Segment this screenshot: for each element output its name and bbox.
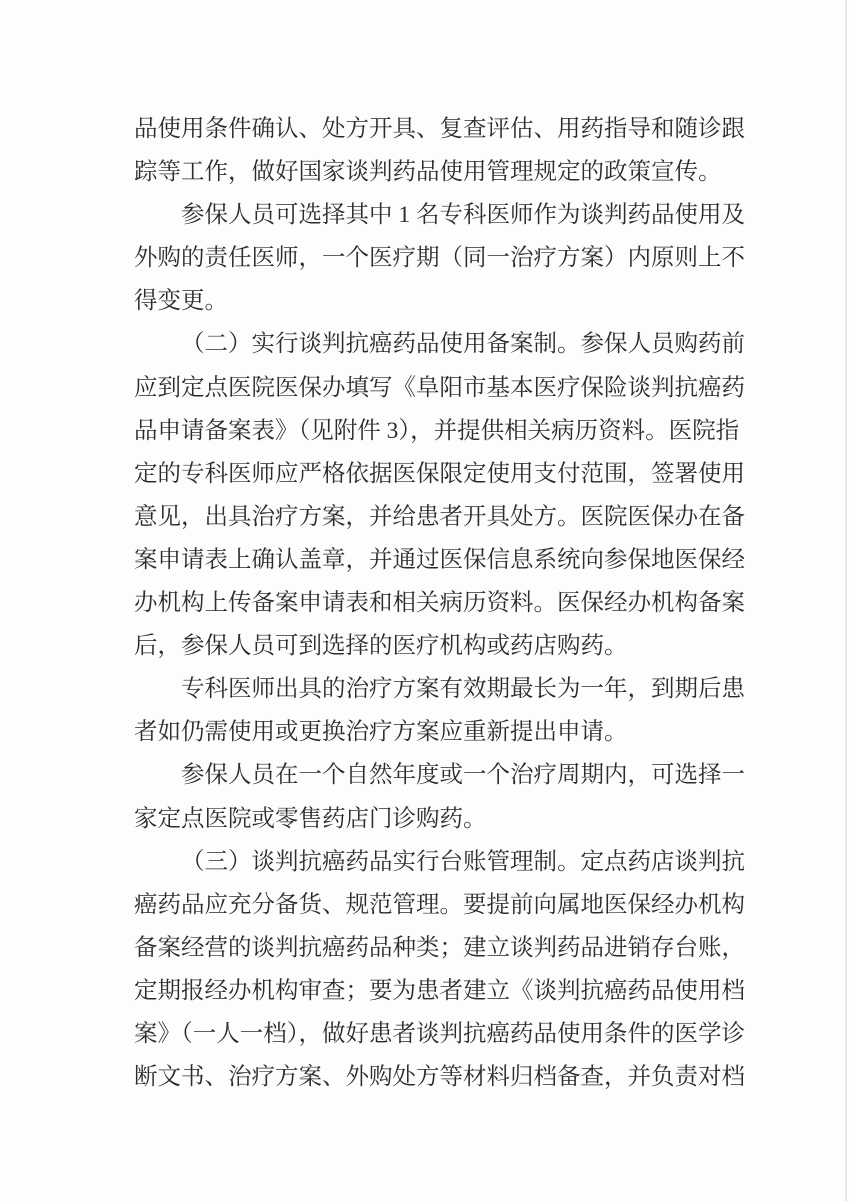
text-line: 得变更。 xyxy=(134,288,228,315)
text-line: 品申请备案表》（见附件 3），并提供相关病历资料。医院指 xyxy=(134,417,740,444)
text-line: （二）实行谈判抗癌药品使用备案制。参保人员购药前 xyxy=(181,331,745,358)
text-line: 案申请表上确认盖章，并通过医保信息系统向参保地医保经 xyxy=(134,546,745,573)
text-line: 办机构上传备案申请表和相关病历资料。医保经办机构备案 xyxy=(134,590,745,617)
text-line: 应到定点医院医保办填写《阜阳市基本医疗保险谈判抗癌药 xyxy=(134,374,745,401)
text-line: 后，参保人员可到选择的医疗机构或药店购药。 xyxy=(134,633,628,660)
text-line: 者如仍需使用或更换治疗方案应重新提出申请。 xyxy=(134,719,628,746)
text-line: （三）谈判抗癌药品实行台账管理制。定点药店谈判抗 xyxy=(181,848,745,875)
scan-edge-line xyxy=(845,0,847,1201)
text-line: 备案经营的谈判抗癌药品种类；建立谈判药品进销存台账， xyxy=(134,934,745,961)
text-line: 案》（一人一档），做好患者谈判抗癌药品使用条件的医学诊 xyxy=(134,1020,745,1047)
text-line: 专科医师出具的治疗方案有效期最长为一年，到期后患 xyxy=(181,676,745,703)
text-line: 外购的责任医师，一个医疗期（同一治疗方案）内原则上不 xyxy=(134,245,745,272)
text-line: 品使用条件确认、处方开具、复查评估、用药指导和随诊跟 xyxy=(134,116,745,142)
text-line: 家定点医院或零售药店门诊购药。 xyxy=(134,805,487,832)
text-line: 意见，出具治疗方案，并给患者开具处方。医院医保办在备 xyxy=(134,503,745,530)
text-line: 参保人员可选择其中 1 名专科医师作为谈判药品使用及 xyxy=(181,202,745,229)
text-line: 踪等工作，做好国家谈判药品使用管理规定的政策宣传。 xyxy=(134,159,722,186)
text-line: 参保人员在一个自然年度或一个治疗周期内，可选择一 xyxy=(181,762,745,789)
text-line: 癌药品应充分备货、规范管理。要提前向属地医保经办机构 xyxy=(134,891,745,918)
document-text-block xyxy=(134,108,774,1099)
text-line: 断文书、治疗方案、外购处方等材料归档备查，并负责对档 xyxy=(134,1064,745,1091)
text-line: 定的专科医师应严格依据医保限定使用支付范围，签署使用 xyxy=(134,460,745,487)
text-line: 定期报经办机构审查；要为患者建立《谈判抗癌药品使用档 xyxy=(134,977,745,1004)
